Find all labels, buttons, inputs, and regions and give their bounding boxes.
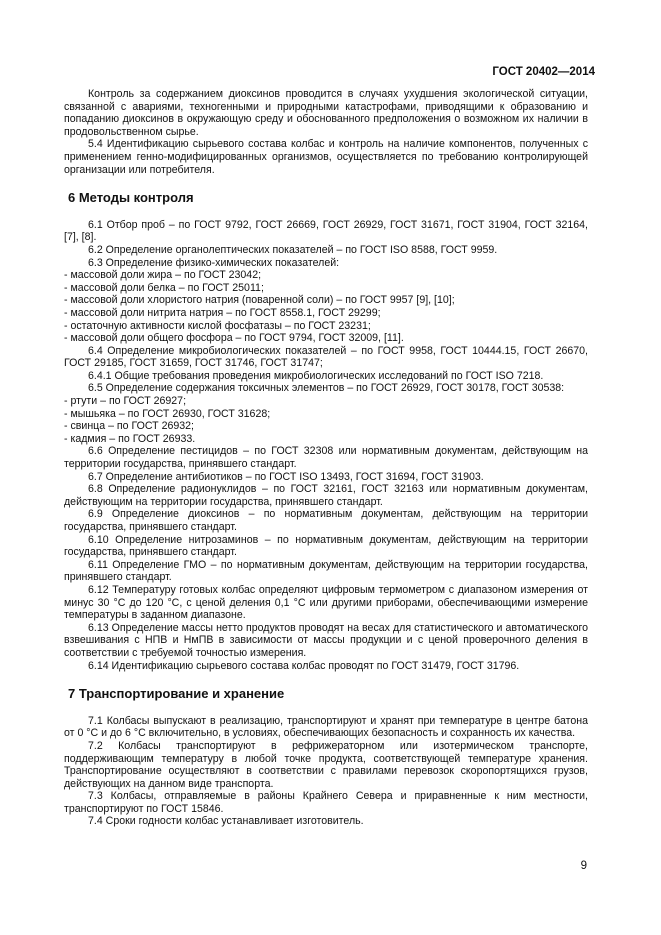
list-item: - массовой доли жира – по ГОСТ 23042; bbox=[64, 269, 262, 282]
paragraph: 6.11 Определение ГМО – по нормативным документам, действующим на территории государства, принявшего стандарт. bbox=[64, 558, 588, 584]
paragraph: 6.4 Определение микробиологических показателей – по ГОСТ 9958, ГОСТ 10444.15, ГОСТ 26670, ГОСТ 29185, ГОСТ 31659, ГОСТ 31746, ГОСТ 31747; bbox=[64, 344, 588, 370]
paragraph: 5.4 Идентификацию сырьевого состава колбас и контроль на наличие компонентов, полученных с применением генно-модифицированных организмов, осуществляется по требованию контролирующей организации или потребителя. bbox=[64, 138, 588, 176]
list-item: - свинца – по ГОСТ 26932; bbox=[64, 420, 194, 433]
paragraph: 6.5 Определение содержания токсичных элементов – по ГОСТ 26929, ГОСТ 30178, ГОСТ 30538: bbox=[88, 382, 565, 395]
list-item: - мышьяка – по ГОСТ 26930, ГОСТ 31628; bbox=[64, 407, 271, 420]
paragraph: 6.2 Определение органолептических показателей – по ГОСТ ISO 8588, ГОСТ 9959. bbox=[88, 243, 498, 256]
list-item: - массовой доли общего фосфора – по ГОСТ 9794, ГОСТ 32009, [11]. bbox=[64, 332, 404, 345]
page-number: 9 bbox=[580, 860, 587, 872]
paragraph: 6.13 Определение массы нетто продуктов проводят на весах для статистического и автоматического взвешивания с НПВ и НмПВ в зависимости от массы продукции и с ценой проверочного деления в соответствии с требуемой точностью измерения. bbox=[64, 621, 588, 659]
paragraph: Контроль за содержанием диоксинов проводится в случаях ухудшения экологической ситуации, связанной с авариями, техногенными и природными катастрофами, приводящими к образованию и попаданию диоксинов в окружающую среду и обоснованного предположения о возможном их наличии в продовольственном сырье. bbox=[64, 88, 588, 138]
paragraph: 6.7 Определение антибиотиков – по ГОСТ ISO 13493, ГОСТ 31694, ГОСТ 31903. bbox=[88, 470, 484, 483]
paragraph: 7.4 Сроки годности колбас устанавливает изготовитель. bbox=[88, 815, 364, 828]
paragraph: 7.3 Колбасы, отправляемые в районы Крайнего Севера и приравненные к ним местности, транспортируют по ГОСТ 15846. bbox=[64, 790, 588, 815]
paragraph: 6.8 Определение радионуклидов – по ГОСТ 32161, ГОСТ 32163 или нормативным документам, действующим на территории государства, принявшего стандарт. bbox=[64, 483, 588, 508]
paragraph: 6.3 Определение физико-химических показателей: bbox=[88, 256, 340, 269]
paragraph: 6.9 Определение диоксинов – по нормативным документам, действующим на территории государства, принявшего стандарт. bbox=[64, 508, 588, 533]
page-body bbox=[64, 88, 588, 828]
section-heading-7: 7 Транспортирование и хранение bbox=[68, 686, 285, 702]
paragraph: 6.4.1 Общие требования проведения микробиологических исследований по ГОСТ ISO 7218. bbox=[88, 369, 544, 382]
list-item: - массовой доли белка – по ГОСТ 25011; bbox=[64, 281, 264, 294]
section-heading-6: 6 Методы контроля bbox=[68, 190, 194, 206]
list-item: - кадмия – по ГОСТ 26933. bbox=[64, 432, 196, 445]
paragraph: 6.10 Определение нитрозаминов – по нормативным документам, действующим на территории государства, принявшего стандарт. bbox=[64, 533, 588, 559]
list-item: - массовой доли нитрита натрия – по ГОСТ 8558.1, ГОСТ 29299; bbox=[64, 306, 381, 319]
paragraph: 7.1 Колбасы выпускают в реализацию, транспортируют и хранят при температуре в центре батона от 0 °С и до 6 °С включительно, в условиях, обеспечивающих безопасность и сохранность их качества. bbox=[64, 714, 588, 740]
document-code: ГОСТ 20402—2014 bbox=[492, 66, 595, 78]
paragraph: 6.14 Идентификацию сырьевого состава колбас проводят по ГОСТ 31479, ГОСТ 31796. bbox=[88, 659, 520, 672]
list-item: - ртути – по ГОСТ 26927; bbox=[64, 395, 187, 408]
paragraph: 6.6 Определение пестицидов – по ГОСТ 32308 или нормативным документам, действующим на территории государства, принявшего стандарт. bbox=[64, 445, 588, 471]
list-item: - массовой доли хлористого натрия (поваренной соли) – по ГОСТ 9957 [9], [10]; bbox=[64, 294, 455, 307]
paragraph: 7.2 Колбасы транспортируют в рефрижераторном или изотермическом транспорте, поддерживающим температуру в любой точке продукта, соответствующей температуре хранения. Транспортирование осуществляют в соответствии с правилами перевозок скоропортящихся грузов, действующих на данном виде транспорта. bbox=[64, 739, 588, 790]
paragraph: 6.12 Температуру готовых колбас определяют цифровым термометром с диапазоном измерения от минус 30 °С до 120 °С, с ценой деления 0,1 °С или другими приборами, обеспечивающими измерение температуры в заданном диапазоне. bbox=[64, 583, 588, 622]
paragraph: 6.1 Отбор проб – по ГОСТ 9792, ГОСТ 26669, ГОСТ 26929, ГОСТ 31671, ГОСТ 31904, ГОСТ 32164, [7], [8]. bbox=[64, 218, 588, 244]
list-item: - остаточную активности кислой фосфатазы – по ГОСТ 23231; bbox=[64, 319, 371, 332]
